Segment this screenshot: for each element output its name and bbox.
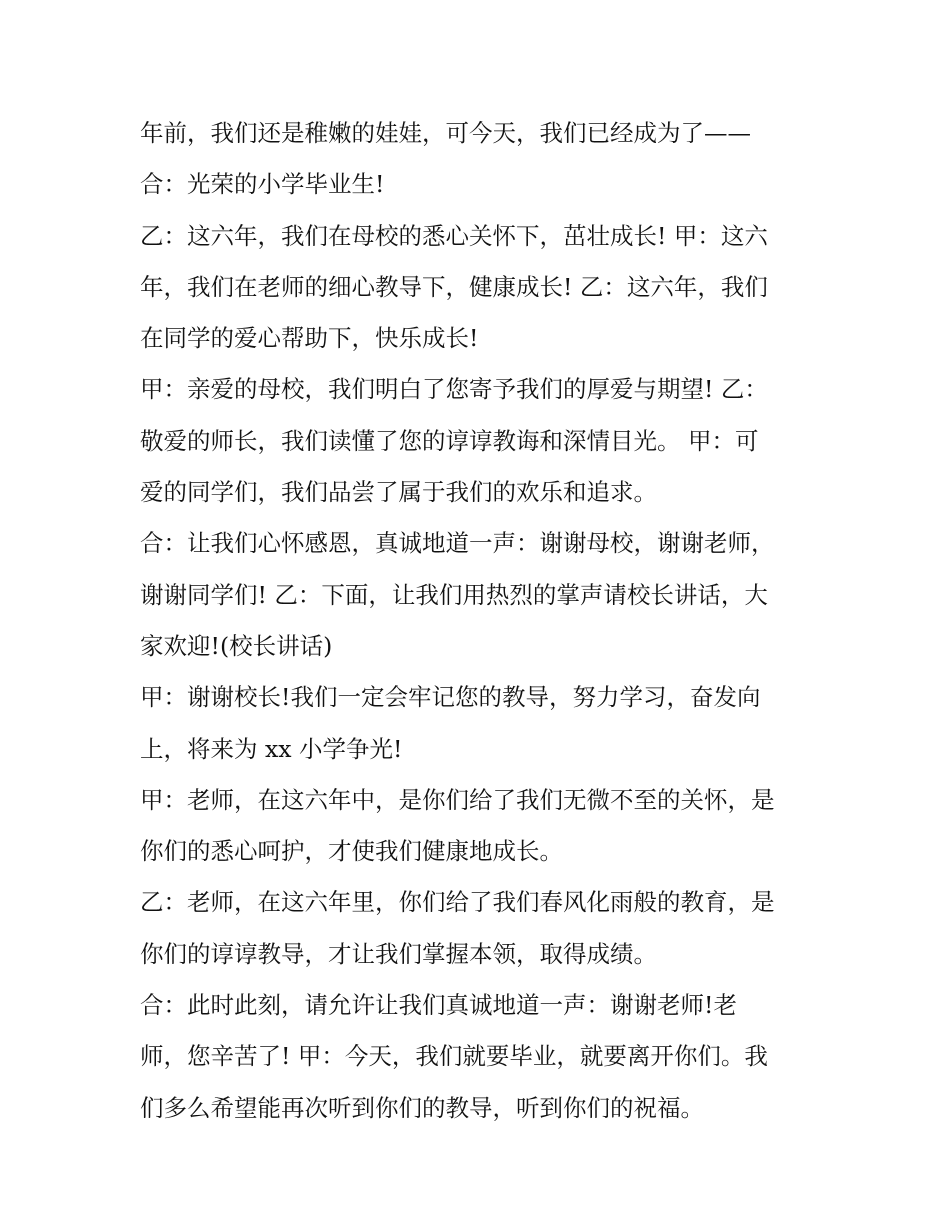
text-line-9: 合：让我们心怀感恩，真诚地道一声：谢谢母校，谢谢老师， bbox=[140, 529, 775, 558]
text-line-13: 上，将来为 xx 小学争光! bbox=[140, 734, 403, 763]
text-line-6: 甲：亲爱的母校，我们明白了您寄予我们的厚爱与期望! 乙： bbox=[140, 375, 768, 404]
text-line-3: 乙：这六年，我们在母校的悉心关怀下，茁壮成长! 甲：这六 bbox=[140, 221, 768, 250]
text-line-10: 谢谢同学们! 乙：下面，让我们用热烈的掌声请校长讲话，大 bbox=[140, 580, 768, 609]
text-line-8: 爱的同学们，我们品尝了属于我们的欢乐和追求。 bbox=[140, 478, 657, 507]
text-line-20: 们多么希望能再次听到你们的教导，听到你们的祝福。 bbox=[140, 1093, 704, 1122]
text-line-16: 乙：老师，在这六年里，你们给了我们春风化雨般的教育，是 bbox=[140, 888, 775, 917]
text-line-2: 合：光荣的小学毕业生! bbox=[140, 170, 385, 199]
text-line-19: 师，您辛苦了! 甲：今天，我们就要毕业，就要离开你们。我 bbox=[140, 1042, 768, 1071]
text-line-18: 合：此时此刻，请允许让我们真诚地道一声：谢谢老师!老 bbox=[140, 991, 737, 1020]
text-line-12: 甲：谢谢校长!我们一定会牢记您的教导，努力学习，奋发向 bbox=[140, 683, 761, 712]
document-body bbox=[140, 108, 820, 1134]
text-line-5: 在同学的爱心帮助下，快乐成长! bbox=[140, 324, 479, 353]
text-line-15: 你们的悉心呵护，才使我们健康地成长。 bbox=[140, 837, 563, 866]
text-line-14: 甲：老师，在这六年中，是你们给了我们无微不至的关怀，是 bbox=[140, 785, 775, 814]
text-line-7: 敬爱的师长，我们读懂了您的谆谆教诲和深情目光。 甲：可 bbox=[140, 426, 759, 455]
text-line-4: 年，我们在老师的细心教导下，健康成长! 乙：这六年，我们 bbox=[140, 272, 768, 301]
text-line-17: 你们的谆谆教导，才让我们掌握本领，取得成绩。 bbox=[140, 939, 657, 968]
text-line-1: 年前，我们还是稚嫩的娃娃，可今天，我们已经成为了—— bbox=[140, 119, 751, 147]
text-line-11: 家欢迎!(校长讲话) bbox=[140, 631, 333, 660]
